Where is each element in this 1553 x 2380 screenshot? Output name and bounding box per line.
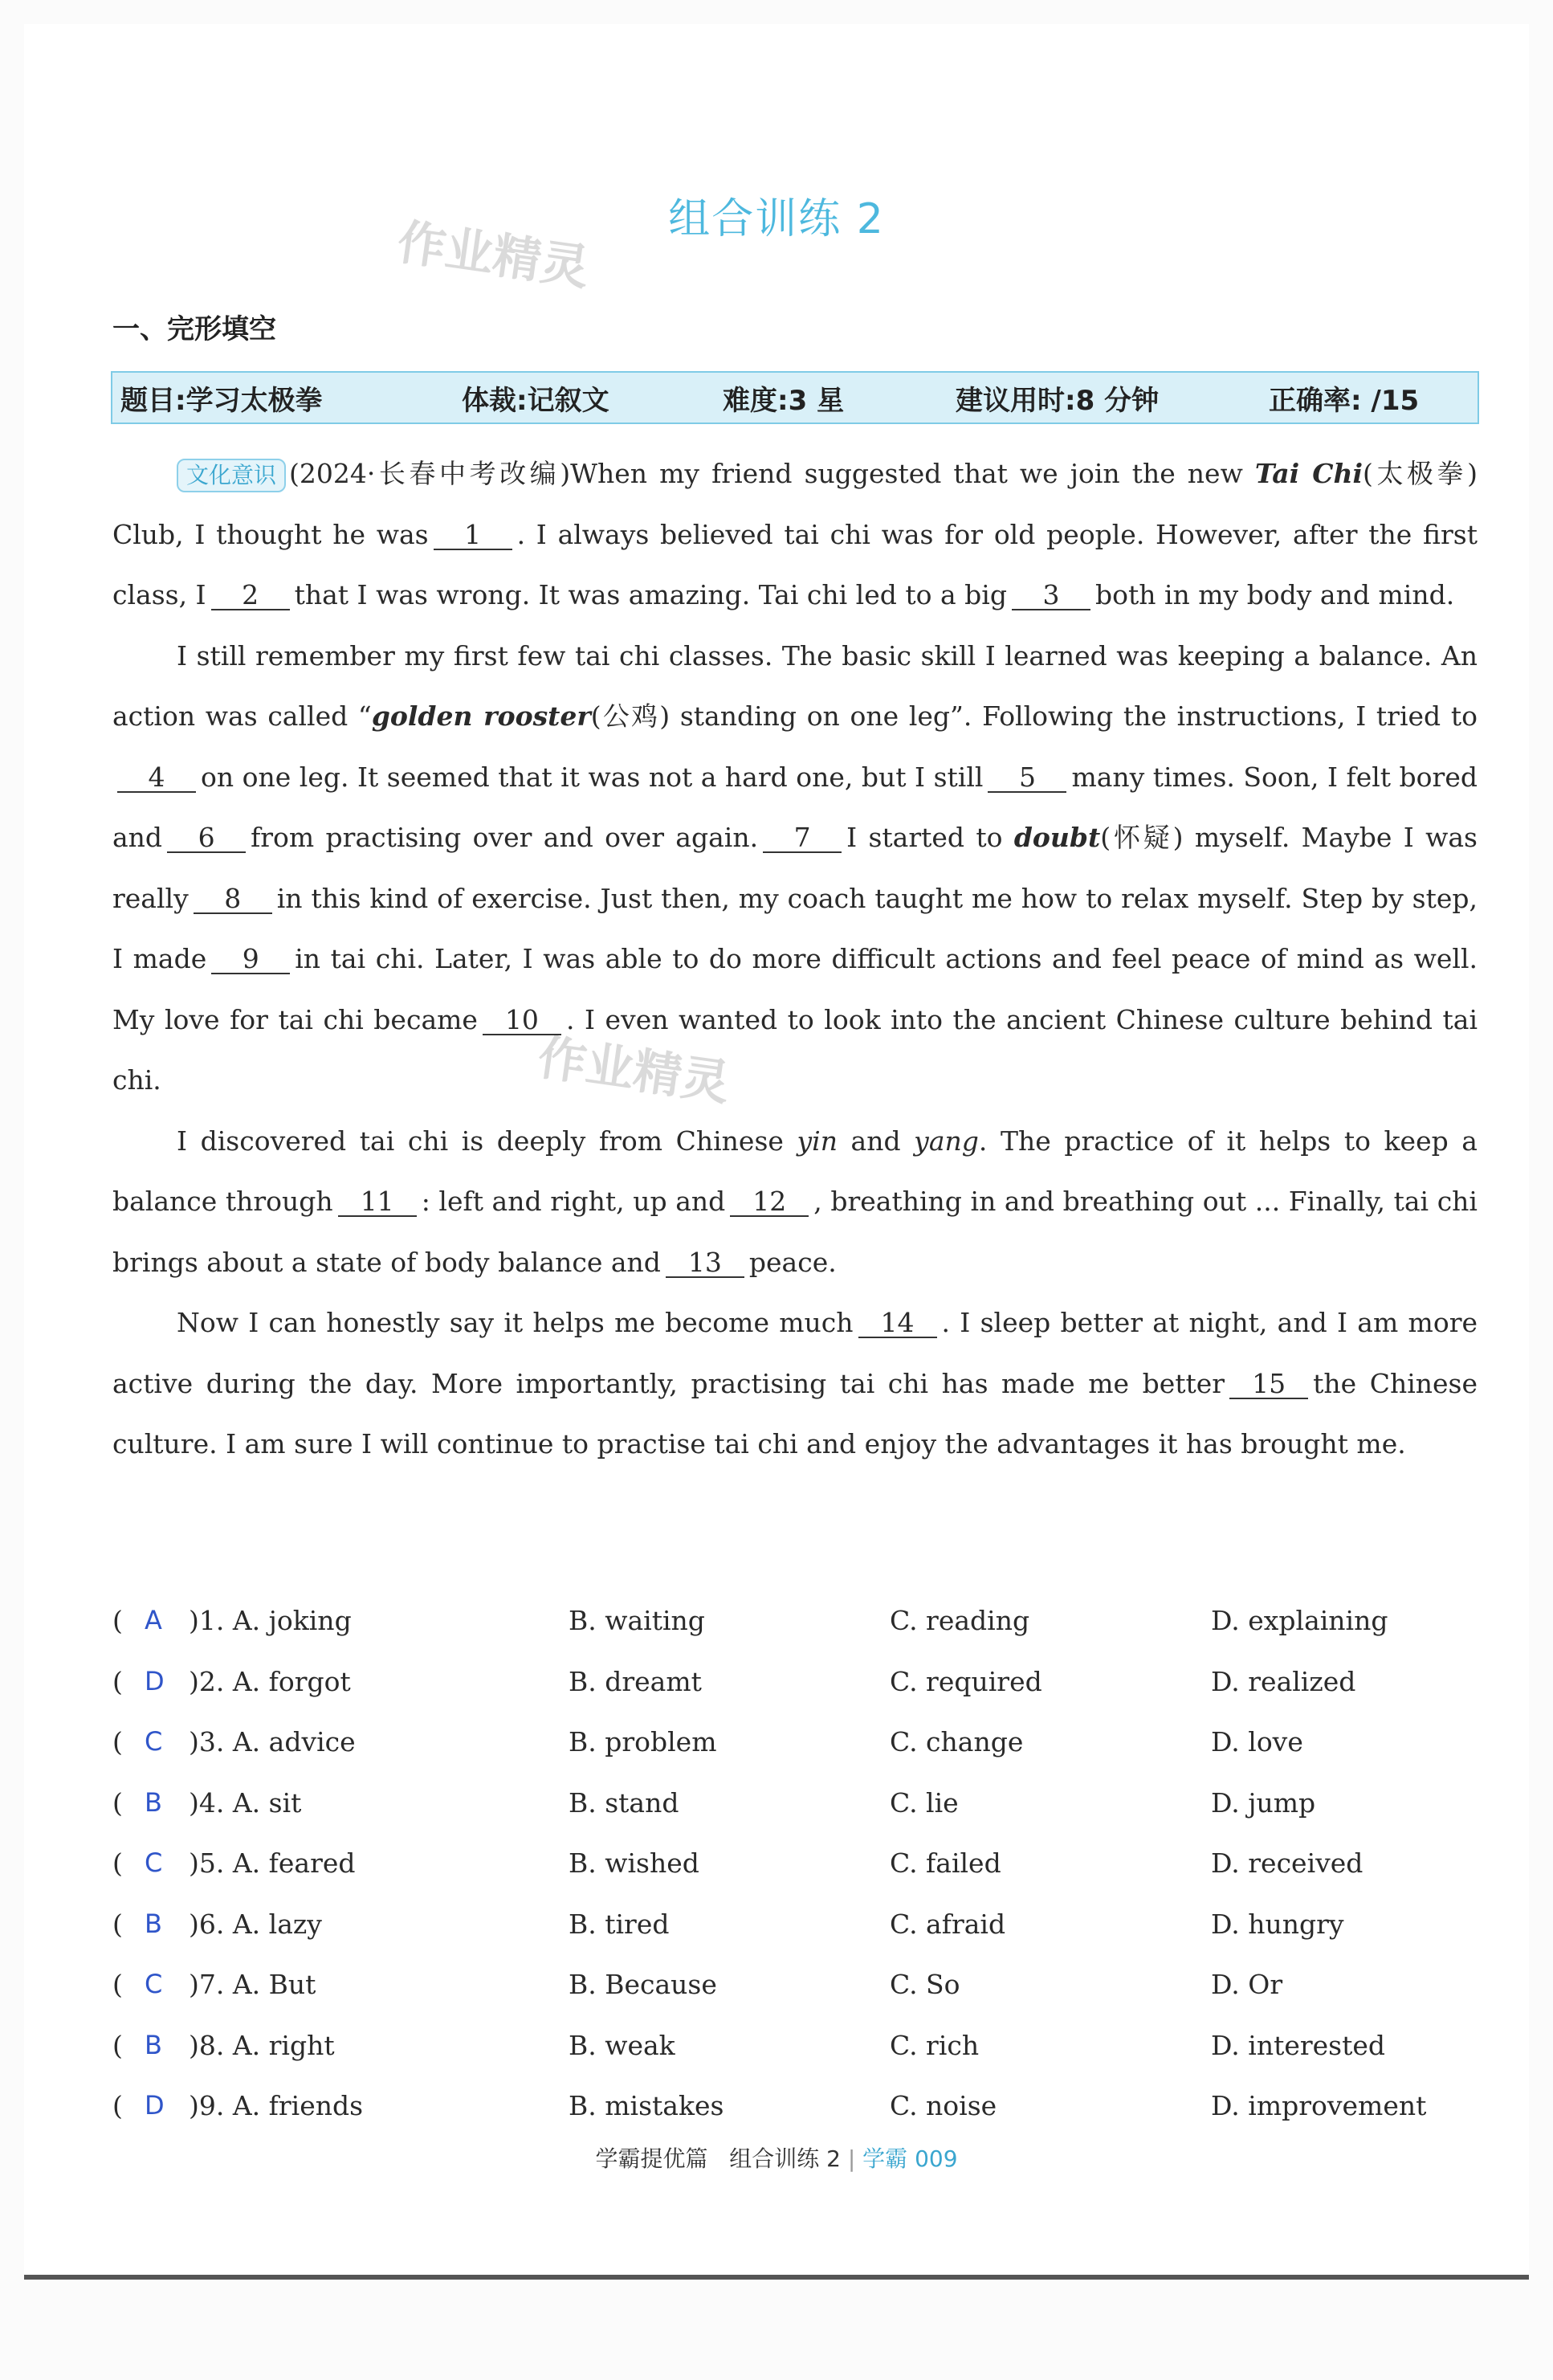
option-c: C. rich <box>890 2029 980 2061</box>
question-row <box>112 2015 1478 2076</box>
text: the Chinese culture. I am sure I will continue to practise tai chi and enjoy the advantages it has brought me. <box>112 1367 1478 1459</box>
option-b: B. dreamt <box>569 1665 702 1697</box>
option-d: D. explaining <box>1211 1605 1388 1636</box>
paragraph-4 <box>112 1292 1478 1475</box>
paren-open: ( <box>112 1908 123 1940</box>
text: (公鸡) standing on one leg”. Following the instructions, I tried to <box>590 700 1478 732</box>
paragraph-2 <box>112 626 1478 1111</box>
option-c: C. afraid <box>890 1908 1006 1940</box>
blank-1: 1 <box>434 521 512 550</box>
scan-edge-line <box>24 2275 1529 2280</box>
watermark-top: 作业精灵 <box>393 214 593 297</box>
paren-open: ( <box>112 1786 123 1819</box>
text: that I was wrong. It was amazing. Tai chi led to a big <box>294 579 1007 610</box>
option-a: )1. A. joking <box>189 1605 352 1636</box>
answer-mark: A <box>145 1605 162 1635</box>
option-a: )3. A. advice <box>189 1726 356 1757</box>
watermark-middle: 作业精灵 <box>534 1029 734 1112</box>
blank-9: 9 <box>211 945 290 974</box>
blank-15: 15 <box>1229 1370 1308 1399</box>
text: peace. <box>748 1246 837 1278</box>
text: I discovered tai chi is deeply from Chinese <box>177 1125 797 1157</box>
info-topic: 题目:学习太极拳 <box>120 384 323 417</box>
option-c: C. failed <box>890 1847 1001 1879</box>
option-c: C. So <box>890 1969 960 2000</box>
answer-mark: D <box>145 2090 165 2121</box>
paragraph-3 <box>112 1111 1478 1293</box>
footer-section: 组合训练 2 <box>729 2145 841 2172</box>
option-b: B. problem <box>569 1726 717 1757</box>
blank-5: 5 <box>988 764 1066 793</box>
option-a: )9. A. friends <box>189 2090 364 2121</box>
text: . I always believed tai chi was for old people. However, after the first class, I <box>112 518 1478 610</box>
option-d: D. received <box>1211 1847 1363 1879</box>
page-number: 009 <box>915 2145 958 2172</box>
paren-open: ( <box>112 1847 123 1879</box>
text: . I even wanted to look into the ancient Chinese culture behind tai chi. <box>112 1003 1478 1096</box>
question-row <box>112 1773 1478 1834</box>
text: in tai chi. Later, I was able to do more difficult actions and feel peace of mind as well. My love for tai chi became <box>112 943 1478 1035</box>
option-d: D. improvement <box>1211 2090 1427 2121</box>
text-bold: doubt <box>1013 822 1101 853</box>
option-a: )2. A. forgot <box>189 1665 351 1697</box>
text: many times. Soon, I felt bored and <box>112 761 1478 853</box>
text: . I sleep better at night, and I am more active during the day. More importantly, practising tai chi has made me better <box>112 1307 1478 1399</box>
page-title: 组合训练 2 <box>668 195 885 243</box>
paren-open: ( <box>112 1665 123 1697</box>
answer-mark: C <box>145 1726 163 1757</box>
option-b: B. tired <box>569 1908 670 1940</box>
blank-8: 8 <box>194 885 272 914</box>
text: : left and right, up and <box>421 1186 726 1217</box>
option-a: )8. A. right <box>189 2029 335 2061</box>
question-row <box>112 1590 1478 1651</box>
blank-11: 11 <box>338 1188 417 1217</box>
option-b: B. waiting <box>569 1605 705 1636</box>
answer-mark: C <box>145 1969 163 1999</box>
blank-12: 12 <box>730 1188 809 1217</box>
option-c: C. reading <box>890 1605 1030 1636</box>
option-b: B. weak <box>569 2029 675 2061</box>
option-d: D. realized <box>1211 1665 1356 1697</box>
answer-mark: B <box>145 2029 162 2060</box>
option-b: B. Because <box>569 1969 717 2000</box>
answer-mark: C <box>145 1847 163 1878</box>
text-bold: golden rooster <box>371 700 591 732</box>
answer-mark: B <box>145 1786 162 1818</box>
text: Now I can honestly say it helps me become much <box>177 1307 854 1338</box>
info-accuracy: 正确率: /15 <box>1269 384 1420 417</box>
option-c: C. change <box>890 1726 1024 1757</box>
text: , breathing in and breathing out ... Finally, tai chi brings about a state of body balance and <box>112 1186 1478 1278</box>
blank-14: 14 <box>858 1309 937 1338</box>
source-note: (2024·长春中考改编) <box>289 458 571 489</box>
text: in this kind of exercise. Just then, my coach taught me how to relax myself. Step by step, I made <box>112 882 1478 974</box>
text: When my friend suggested that we join the new <box>570 458 1255 489</box>
answer-mark: D <box>145 1665 165 1696</box>
text-italic: yin <box>797 1125 838 1157</box>
info-genre: 体裁:记叙文 <box>462 384 609 417</box>
paren-open: ( <box>112 2090 123 2121</box>
blank-10: 10 <box>483 1006 561 1035</box>
culture-tag: 文化意识 <box>177 459 286 492</box>
footer-book: 学霸提优篇 <box>595 2145 708 2172</box>
text: on one leg. It seemed that it was not a hard one, but I still <box>201 761 984 793</box>
blank-13: 13 <box>666 1249 744 1278</box>
answer-mark: B <box>145 1908 162 1939</box>
blank-4: 4 <box>117 764 196 793</box>
text: from practising over and over again. <box>251 822 759 853</box>
option-d: D. hungry <box>1211 1908 1344 1940</box>
option-d: D. love <box>1211 1726 1303 1757</box>
options-list <box>112 1590 1478 2137</box>
info-time: 建议用时:8 分钟 <box>956 384 1160 417</box>
blank-2: 2 <box>211 582 290 610</box>
question-row <box>112 1894 1478 1955</box>
page-footer: 学霸提优篇 组合训练 2 | 学霸 009 <box>595 2145 958 2172</box>
paragraph-1 <box>112 443 1478 626</box>
option-a: )6. A. lazy <box>189 1908 322 1940</box>
blank-7: 7 <box>763 824 842 853</box>
passage <box>112 443 1478 1475</box>
paren-open: ( <box>112 1969 123 2000</box>
section-heading: 一、完形填空 <box>112 313 276 345</box>
paren-open: ( <box>112 1726 123 1757</box>
option-b: B. stand <box>569 1786 679 1819</box>
question-row <box>112 2076 1478 2137</box>
blank-3: 3 <box>1012 582 1090 610</box>
blank-6: 6 <box>167 824 246 853</box>
option-c: C. required <box>890 1665 1042 1697</box>
text: I still remember my first few tai chi classes. The basic skill I learned was keeping a balance. An action was called “ <box>112 639 1478 732</box>
paren-open: ( <box>112 1605 123 1636</box>
info-bar <box>111 371 1479 424</box>
text: I started to <box>846 822 1014 853</box>
question-row <box>112 1833 1478 1894</box>
footer-brand: 学霸 <box>862 2145 908 2172</box>
option-a: )5. A. feared <box>189 1847 356 1879</box>
question-row <box>112 1651 1478 1713</box>
text: . The practice of it helps to keep a balance through <box>112 1125 1478 1217</box>
option-a: )7. A. But <box>189 1969 316 2000</box>
option-b: B. wished <box>569 1847 699 1879</box>
question-row <box>112 1712 1478 1773</box>
paren-open: ( <box>112 2029 123 2061</box>
text: (怀疑) myself. Maybe I was really <box>112 822 1478 914</box>
option-d: D. interested <box>1211 2029 1386 2061</box>
text: and <box>837 1125 915 1157</box>
option-a: )4. A. sit <box>189 1786 302 1819</box>
question-row <box>112 1954 1478 2015</box>
text: (太极拳) Club, I thought he was <box>112 458 1478 550</box>
option-d: D. Or <box>1211 1969 1283 2000</box>
text-bold: Tai Chi <box>1254 458 1363 489</box>
option-d: D. jump <box>1211 1786 1316 1819</box>
option-c: C. noise <box>890 2090 997 2121</box>
option-b: B. mistakes <box>569 2090 724 2121</box>
info-difficulty: 难度:3 星 <box>723 384 845 417</box>
page <box>24 24 1529 2273</box>
option-c: C. lie <box>890 1786 959 1819</box>
text-italic: yang <box>914 1125 979 1157</box>
text: both in my body and mind. <box>1094 579 1455 610</box>
